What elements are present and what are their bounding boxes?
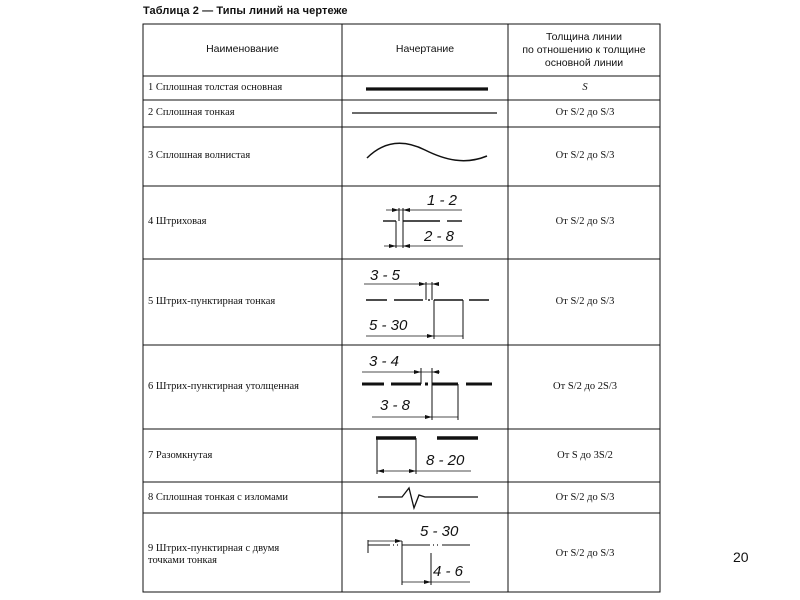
row-6-name: 6 Штрих-пунктирная утолщенная bbox=[148, 381, 299, 392]
dim-r9-top: 5 - 30 bbox=[420, 523, 459, 540]
header-style: Начертание bbox=[395, 43, 455, 55]
table-caption: Таблица 2 — Типы линий на чертеже bbox=[143, 5, 348, 17]
row-3-thickness: От S/2 до S/3 bbox=[555, 150, 615, 161]
row-1-name: 1 Сплошная толстая основная bbox=[148, 82, 283, 93]
sample-wavy bbox=[367, 143, 487, 160]
dim-r6-bottom: 3 - 8 bbox=[380, 397, 411, 414]
dim-r4-bottom: 2 - 8 bbox=[424, 228, 455, 245]
row-4-thickness: От S/2 до S/3 bbox=[555, 216, 615, 227]
row-7-name: 7 Разомкнутая bbox=[148, 450, 213, 461]
header-thickness-2: по отношению к толщине bbox=[522, 44, 646, 56]
row-5-name: 5 Штрих-пунктирная тонкая bbox=[148, 296, 276, 307]
row-8-name: 8 Сплошная тонкая с изломами bbox=[148, 492, 289, 503]
row-1-thickness: S bbox=[582, 82, 588, 93]
dim-r5-bottom: 5 - 30 bbox=[369, 317, 408, 334]
row-9-thickness: От S/2 до S/3 bbox=[555, 548, 615, 559]
page-number: 20 bbox=[733, 549, 749, 565]
header-name: Наименование bbox=[206, 43, 279, 55]
header-thickness-3: основной линии bbox=[544, 57, 624, 69]
row-5-thickness: От S/2 до S/3 bbox=[555, 296, 615, 307]
dim-r9-bottom: 4 - 6 bbox=[433, 563, 464, 580]
row-2-thickness: От S/2 до S/3 bbox=[555, 107, 615, 118]
row-4-name: 4 Штриховая bbox=[148, 216, 207, 227]
row-9-name-line1: 9 Штрих-пунктирная с двумя bbox=[148, 543, 280, 554]
header-thickness-1: Толщина линии bbox=[546, 31, 622, 43]
sample-zigzag bbox=[378, 488, 478, 508]
dim-r5-top: 3 - 5 bbox=[370, 267, 401, 284]
row-7-thickness: От S до 3S/2 bbox=[557, 450, 613, 461]
row-3-name: 3 Сплошная волнистая bbox=[148, 150, 251, 161]
row-6-thickness: От S/2 до 2S/3 bbox=[553, 381, 617, 392]
dim-r7: 8 - 20 bbox=[426, 452, 465, 469]
dim-r4-top: 1 - 2 bbox=[427, 192, 458, 209]
row-9-name-line2: точками тонкая bbox=[148, 555, 217, 566]
row-8-thickness: От S/2 до S/3 bbox=[555, 492, 615, 503]
dim-r6-top: 3 - 4 bbox=[369, 353, 400, 370]
row-2-name: 2 Сплошная тонкая bbox=[148, 107, 235, 118]
